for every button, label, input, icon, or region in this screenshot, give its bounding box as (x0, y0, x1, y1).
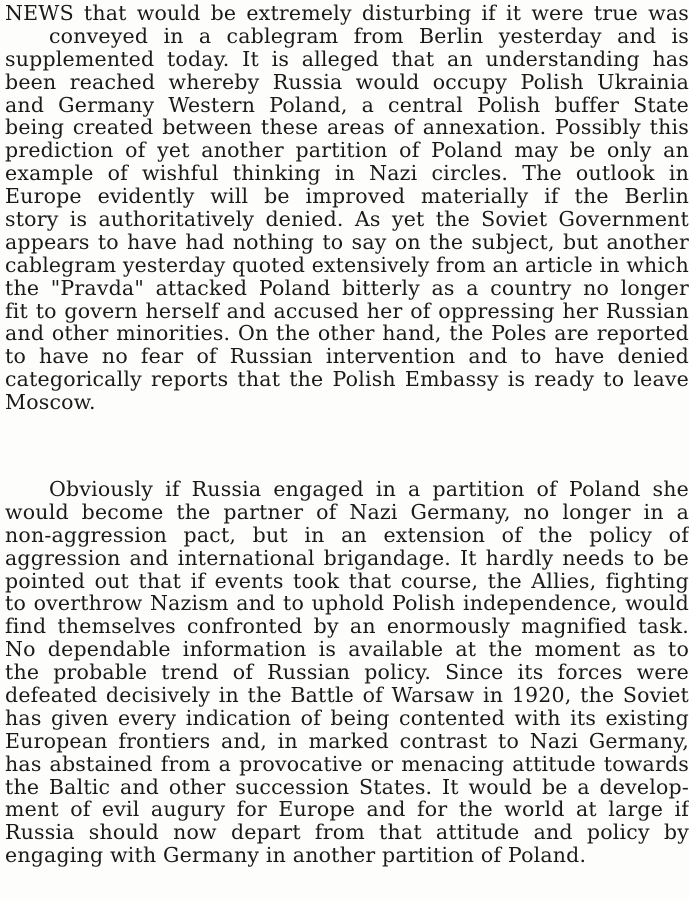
paragraph-line: categorically reports that the Polish Embassy is ready to leave (5, 367, 689, 392)
paragraph-line: No dependable information is available at the moment as to (5, 637, 689, 662)
paragraph-line: the Baltic and other succession States. It would be a develop- (5, 774, 689, 799)
paragraph-line: find themselves confronted by an enormously magnified task. (5, 614, 689, 639)
paragraph-line: to overthrow Nazism and to uphold Polish independence, would (5, 591, 689, 616)
paragraph-line: NEWS that would be extremely disturbing if it were true was (5, 1, 689, 25)
paragraph-line: ment of evil augury for Europe and for the world at large if (5, 797, 689, 822)
paragraph-line: the probable trend of Russian policy. Since its forces were (5, 660, 689, 685)
paragraph-line: conveyed in a cablegram from Berlin yesterday and is (49, 23, 689, 48)
article-paragraph-2 (5, 478, 689, 867)
paragraph-line: engaging with Germany in another partition of Poland. (5, 843, 587, 868)
paragraph-line: story is authoritatively denied. As yet the Soviet Government (5, 207, 689, 232)
paragraph-line: cablegram yesterday quoted extensively from an article in which (5, 252, 689, 277)
paragraph-line: Moscow. (5, 390, 96, 415)
paragraph-line: Russia should now depart from that attitude and policy by (5, 820, 689, 845)
paragraph-line: example of wishful thinking in Nazi circles. The outlook in (5, 161, 689, 186)
paragraph-line: would become the partner of Nazi Germany, no longer in a (5, 499, 689, 524)
paragraph-line: fit to govern herself and accused her of oppressing her Russian (5, 298, 689, 323)
paragraph-line: European frontiers and, in marked contrast to Nazi Germany, (5, 728, 689, 753)
paragraph-line: pointed out that if events took that course, the Allies, fighting (5, 568, 689, 593)
paragraph-line: being created between these areas of annexation. Possibly this (5, 115, 689, 140)
paragraph-line: the "Pravda" attacked Poland bitterly as a country no longer (5, 275, 689, 300)
paragraph-line: has given every indication of being contented with its existing (5, 705, 689, 730)
paragraph-line: aggression and international brigandage. It hardly needs to be (5, 545, 689, 570)
paragraph-line: appears to have had nothing to say on the subject, but another (5, 229, 689, 254)
paragraph-line: been reached whereby Russia would occupy Polish Ukrainia (5, 69, 689, 94)
paragraph-line: Europe evidently will be improved materially if the Berlin (5, 184, 689, 209)
paragraph-line: defeated decisively in the Battle of Warsaw in 1920, the Soviet (5, 683, 689, 708)
paragraph-line: supplemented today. It is alleged that an understanding has (5, 46, 689, 71)
article-paragraph-1 (5, 2, 689, 414)
paragraph-line: and Germany Western Poland, a central Polish buffer State (5, 92, 689, 117)
paragraph-line: non-aggression pact, but in an extension of the policy of (5, 522, 689, 547)
paragraph-line: to have no fear of Russian intervention and to have denied (5, 344, 689, 369)
paragraph-line: prediction of yet another partition of Poland may be only an (5, 138, 689, 163)
paragraph-line: Obviously if Russia engaged in a partition of Poland she (49, 477, 689, 501)
paragraph-line: and other minorities. On the other hand, the Poles are reported (5, 321, 689, 346)
paragraph-line: has abstained from a provocative or menacing attitude towards (5, 751, 689, 776)
